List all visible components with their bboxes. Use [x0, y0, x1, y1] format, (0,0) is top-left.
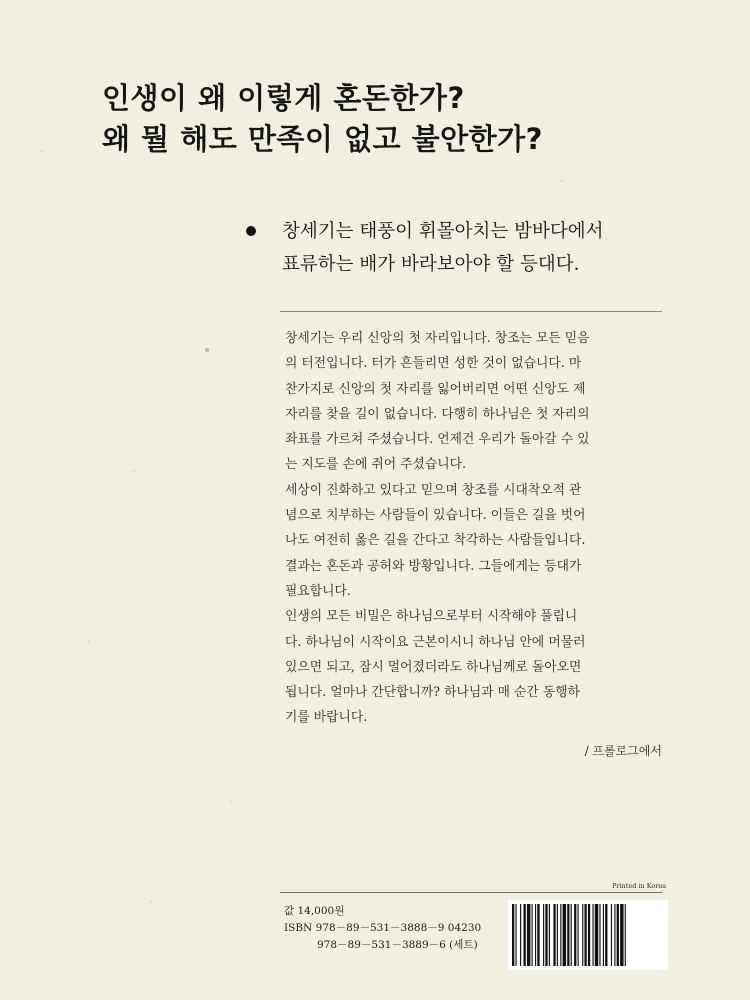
paper-fleck	[560, 180, 563, 182]
isbn-barcode	[508, 900, 668, 970]
paper-fleck	[150, 900, 153, 903]
headline	[102, 78, 662, 160]
isbn-line	[284, 937, 481, 954]
body-line: 인생의 모든 비밀은 하나님으로부터 시작해야 풀립니	[285, 609, 578, 625]
bullet-dot-icon	[246, 226, 256, 236]
bullet-line: 표류하는 배가 바라보아야 할 등대다.	[282, 254, 580, 275]
body-line: 있으면 되고, 잠시 멀어졌더라도 하나님께로 돌아오면	[285, 659, 582, 675]
barcode-icon	[508, 900, 668, 970]
divider-rule	[280, 311, 662, 312]
printed-in-label: Printed in Korea	[612, 882, 667, 890]
barcode-bar	[549, 904, 550, 966]
barcode-bar	[625, 904, 626, 966]
paper-fleck	[330, 196, 332, 198]
bullet-line: 창세기는 태풍이 휘몰아치는 밤바다에서	[282, 221, 604, 242]
bullet-text	[282, 215, 702, 281]
paper-fleck	[690, 420, 692, 422]
barcode-bar	[535, 904, 536, 966]
barcode-bar	[599, 904, 600, 966]
barcode-bar	[553, 904, 555, 966]
paper-fleck	[40, 150, 43, 152]
body-line: 기를 바랍니다.	[285, 710, 368, 726]
body-line: 다. 하나님이 시작이요 근본이시니 하나님 안에 머물러	[285, 634, 586, 650]
body-line: 세상이 진화하고 있다고 믿으며 창조를 시대착오적 관	[285, 482, 582, 498]
prologue-excerpt	[285, 326, 665, 731]
body-line: 좌표를 가르쳐 주셨습니다. 언제건 우리가 돌아갈 수 있	[285, 432, 590, 448]
body-line: 됩니다. 얼마나 간단합니까? 하나님과 매 순간 동행하	[285, 685, 580, 701]
paper-fleck	[132, 470, 135, 472]
barcode-bar	[537, 904, 539, 966]
body-line: 의 터전입니다. 터가 흔들리면 성한 것이 없습니다. 마	[285, 356, 582, 372]
body-line: 찬가지로 신앙의 첫 자리를 잃어버리면 어떤 신앙도 제	[285, 381, 586, 397]
body-line: 나도 여전히 옳은 길을 간다고 착각하는 사람들입니다.	[285, 533, 586, 549]
barcode-bar	[603, 904, 604, 966]
barcode-bar	[574, 904, 576, 966]
isbn-label: ISBN	[284, 922, 313, 934]
barcode-bar	[593, 904, 594, 966]
barcode-bar	[563, 904, 566, 966]
barcode-bar	[588, 904, 590, 966]
isbn-line	[284, 920, 481, 937]
body-line: 창세기는 우리 신앙의 첫 자리입니다. 창조는 모든 믿음	[285, 331, 590, 346]
body-line: 는 지도를 손에 쥐어 주셨습니다.	[285, 457, 467, 473]
barcode-bar	[567, 904, 569, 966]
price-label: 값 14,000원	[284, 905, 345, 917]
body-line: 필요합니다.	[285, 583, 351, 599]
isbn-set-number: 978－89－531－3889－6 (세트)	[317, 939, 478, 951]
footer-rule	[280, 892, 662, 893]
paper-fleck	[88, 640, 90, 643]
barcode-bar	[560, 904, 561, 966]
barcode-bar	[578, 904, 579, 966]
barcode-bar	[527, 904, 530, 966]
body-line: 결과는 혼돈과 공허와 방황입니다. 그들에게는 등대가	[285, 558, 582, 574]
barcode-bar	[532, 904, 533, 966]
barcode-bar	[617, 904, 619, 966]
barcode-bar	[515, 904, 516, 966]
barcode-bar	[611, 904, 612, 966]
barcode-bar	[543, 904, 544, 966]
barcode-bar	[524, 904, 526, 966]
barcode-bar	[584, 904, 586, 966]
barcode-bar	[520, 904, 521, 966]
barcode-bar	[595, 904, 598, 966]
body-line: 자리를 찾을 길이 없습니다. 다행히 하나님은 첫 자리의	[285, 406, 590, 422]
attribution: / 프롤로그에서	[584, 744, 662, 758]
barcode-bar	[545, 904, 547, 966]
paper-fleck	[700, 700, 702, 702]
barcode-bar	[512, 904, 514, 966]
barcode-bar	[605, 904, 607, 966]
body-line: 념으로 치부하는 사람들이 있습니다. 이들은 길을 벗어	[285, 508, 586, 524]
price-isbn-block	[284, 903, 481, 954]
barcode-bar	[614, 904, 615, 966]
barcode-bar	[557, 904, 558, 966]
headline-line: 인생이 왜 이렇게 혼돈한가?	[102, 81, 465, 115]
isbn-number: 978－89－531－3888－9 04230	[315, 922, 482, 934]
barcode-bar	[620, 904, 623, 966]
headline-line: 왜 뭘 해도 만족이 없고 불안한가?	[102, 122, 543, 156]
paper-fleck	[230, 800, 233, 802]
barcode-bar	[571, 904, 572, 966]
paper-fleck	[205, 348, 209, 352]
barcode-bar	[582, 904, 583, 966]
